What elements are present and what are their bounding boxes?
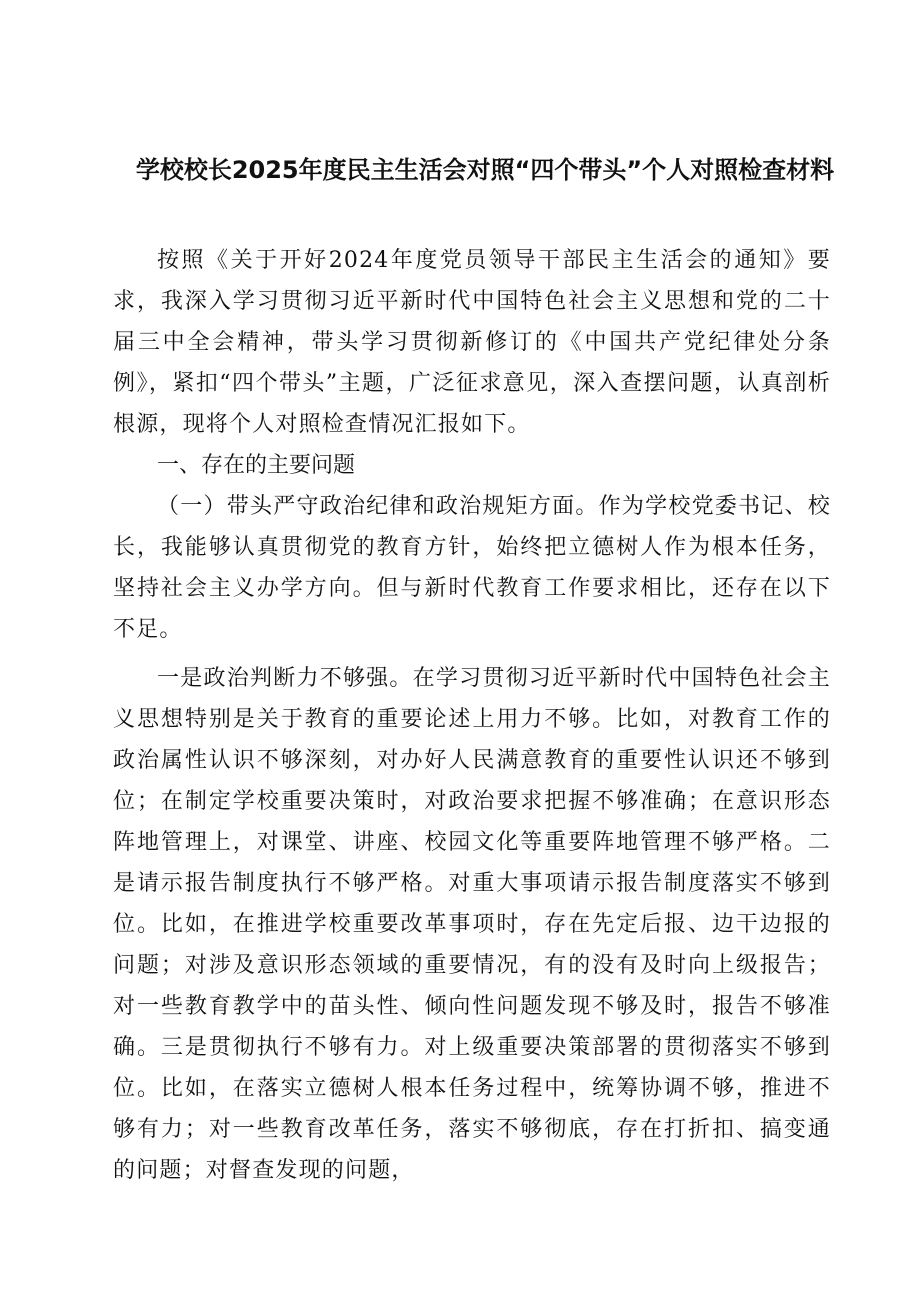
intro-paragraph: 按照《关于开好2024年度党员领导干部民主生活会的通知》要求，我深入学习贯彻习近平新时代中国特色社会主义思想和党的二十届三中全会精神，带头学习贯彻新修订的《中国共产党纪律处分条例》，紧扣“四个带头”主题，广泛征求意见，深入查摆问题，认真剖析根源，现将个人对照检查情况汇报如下。 <box>113 248 831 437</box>
detail-paragraph: 一是政治判断力不够强。在学习贯彻习近平新时代中国特色社会主义思想特别是关于教育的重要论述上用力不够。比如，对教育工作的政治属性认识不够深刻，对办好人民满意教育的重要性认识还不够到位；在制定学校重要决策时，对政治要求把握不够准确；在意识形态阵地管理上，对课堂、讲座、校园文化等重要阵地管理不够严格。二是请示报告制度执行不够严格。对重大事项请示报告制度落实不够到位。比如，在推进学校重要改革事项时，存在先定后报、边干边报的问题；对涉及意识形态领域的重要情况，有的没有及时向上级报告；对一些教育教学中的苗头性、倾向性问题发现不够及时，报告不够准确。三是贯彻执行不够有力。对上级重要决策部署的贯彻落实不够到位。比如，在落实立德树人根本任务过程中，统筹协调不够，推进不够有力；对一些教育改革任务，落实不够彻底，存在打折扣、搞变通的问题；对督查发现的问题， <box>113 666 831 1183</box>
document-body <box>113 240 831 1191</box>
paragraph-gap <box>113 650 831 658</box>
subsection-paragraph: （一）带头严守政治纪律和政治规矩方面。作为学校党委书记、校长，我能够认真贯彻党的教育方针，始终把立德树人作为根本任务，坚持社会主义办学方向。但与新时代教育工作要求相比，还存在以下不足。 <box>113 494 831 642</box>
section-heading: 一、存在的主要问题 <box>157 453 356 478</box>
document-title: 学校校长2025年度民主生活会对照“四个带头”个人对照检查材料 <box>135 156 835 184</box>
